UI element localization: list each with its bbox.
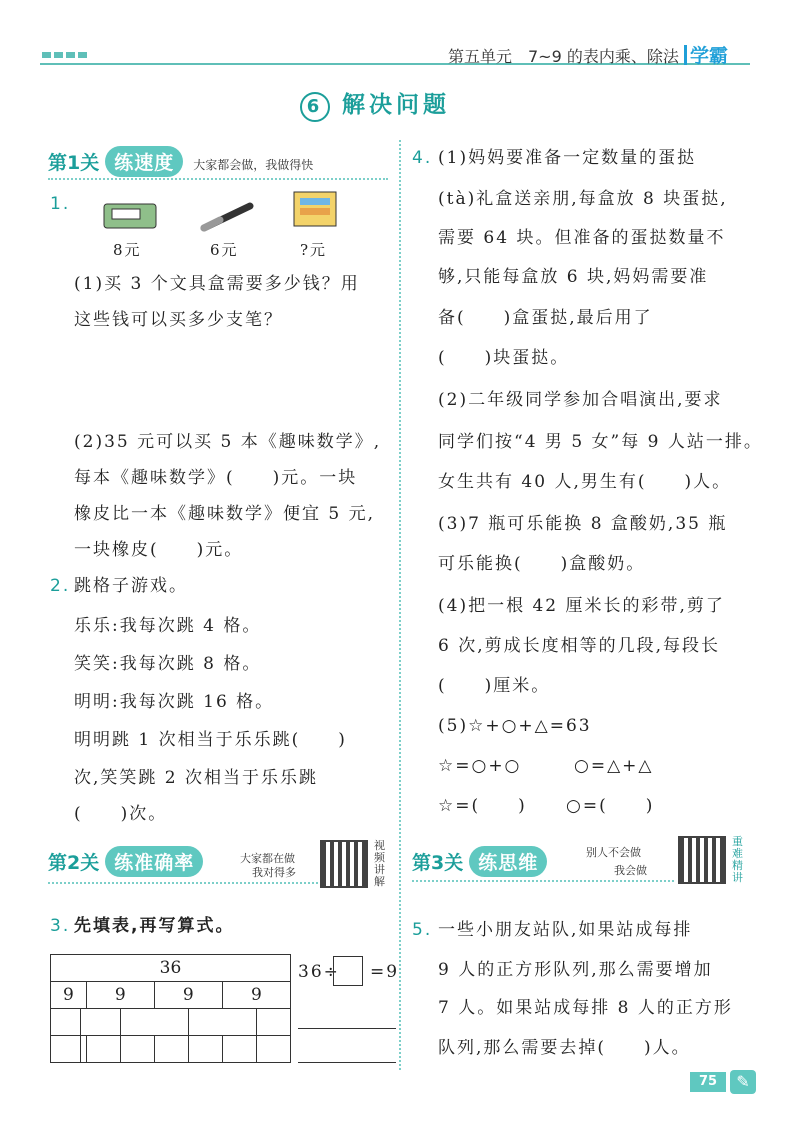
question-text: ☆=○+○ xyxy=(438,756,522,776)
section-label: 第2关 xyxy=(48,852,100,874)
fill-table xyxy=(50,954,291,1063)
section-note: 我对得多 xyxy=(252,866,296,879)
price-label: 8元 xyxy=(113,241,142,259)
header-square xyxy=(54,52,63,58)
lesson-number: 6 xyxy=(300,92,330,122)
qr-code[interactable] xyxy=(320,840,368,888)
answer-line[interactable] xyxy=(298,1062,396,1063)
table-cell: 9 xyxy=(51,982,87,1009)
question-text: (1)妈妈要准备一定数量的蛋挞 xyxy=(438,148,697,168)
question-text: 次,笑笑跳 2 次相当于乐乐跳 xyxy=(74,768,319,788)
table-cell: 9 xyxy=(154,982,222,1009)
section-rule xyxy=(412,880,674,882)
question-text: ( )次。 xyxy=(74,804,168,824)
blank-cell[interactable] xyxy=(86,1036,120,1063)
section-pill: 练思维 xyxy=(469,846,547,877)
question-text: 乐乐:我每次跳 4 格。 xyxy=(74,616,262,636)
blank-cell[interactable] xyxy=(120,1036,154,1063)
section-note: 大家都会做，我做得快 xyxy=(193,158,314,172)
equation-left: 36÷ xyxy=(298,962,340,982)
question-title: 跳格子游戏。 xyxy=(74,576,188,596)
question-text: 橡皮比一本《趣味数学》便宜 5 元, xyxy=(74,504,376,524)
question-text: 需要 64 块。但准备的蛋挞数量不 xyxy=(438,228,726,248)
section-2-header xyxy=(48,846,203,884)
qr-label: 重难精讲 xyxy=(732,835,743,884)
header-square xyxy=(78,52,87,58)
question-text: 一些小朋友站队,如果站成每排 xyxy=(438,920,693,940)
section-pill: 练准确率 xyxy=(105,846,203,877)
qr-code[interactable] xyxy=(678,836,726,884)
blank-cell[interactable] xyxy=(51,1009,81,1036)
table-total: 36 xyxy=(51,955,291,982)
question-text: (2)35 元可以买 5 本《趣味数学》, xyxy=(74,432,382,452)
blank-cell[interactable] xyxy=(222,1036,256,1063)
question-text: 队列,那么需要去掉( )人。 xyxy=(438,1038,691,1058)
blank-cell[interactable] xyxy=(188,1009,256,1036)
answer-line[interactable] xyxy=(298,1028,396,1029)
question-text: ( )块蛋挞。 xyxy=(438,348,570,368)
header-square xyxy=(42,52,51,58)
table-cell: 9 xyxy=(86,982,154,1009)
section-rule xyxy=(48,178,388,180)
blank-cell[interactable] xyxy=(256,1009,290,1036)
blank-cell[interactable] xyxy=(120,1009,188,1036)
page-title xyxy=(300,86,450,122)
column-divider xyxy=(399,140,401,1070)
question-text: 可乐能换( )盒酸奶。 xyxy=(438,554,646,574)
question-text: (3)7 瓶可乐能换 8 盒酸奶,35 瓶 xyxy=(438,514,728,534)
price-label: 6元 xyxy=(210,241,239,259)
section-pill: 练速度 xyxy=(105,146,183,177)
question-text: (2)二年级同学参加合唱演出,要求 xyxy=(438,390,723,410)
question-text: 6 次,剪成长度相等的几段,每段长 xyxy=(438,636,721,656)
question-text: (tà)礼盒送亲朋,每盒放 8 块蛋挞, xyxy=(438,189,728,209)
question-text: (1)买 3 个文具盒需要多少钱？用 xyxy=(74,274,360,294)
equation-right: =9 xyxy=(370,962,400,982)
pencil-case-icon xyxy=(100,198,160,232)
page-number: 75 xyxy=(690,1072,726,1092)
question-text: 备( )盒蛋挞,最后用了 xyxy=(438,308,653,328)
question-number: 5. xyxy=(412,920,433,940)
question-text: ☆=( ) xyxy=(438,796,527,816)
section-rule xyxy=(48,882,318,884)
question-text: 明明跳 1 次相当于乐乐跳( ) xyxy=(74,730,347,750)
question-text: (5)☆+○+△=63 xyxy=(438,716,592,736)
brand-logo: 学霸 xyxy=(690,45,729,67)
header-square xyxy=(66,52,75,58)
section-3-header xyxy=(412,846,547,884)
question-text: 同学们按“4 男 5 女”每 9 人站一排。 xyxy=(438,432,763,452)
section-note: 我会做 xyxy=(614,864,647,877)
question-number: 3. xyxy=(50,916,71,936)
question-text: 9 人的正方形队列,那么需要增加 xyxy=(438,960,713,980)
question-text: ○=( ) xyxy=(566,796,655,816)
question-text: 一块橡皮( )元。 xyxy=(74,540,244,560)
answer-box[interactable] xyxy=(333,956,363,986)
question-text: 7 人。如果站成每排 8 人的正方形 xyxy=(438,998,733,1018)
pen-icon xyxy=(200,200,256,232)
blank-cell[interactable] xyxy=(188,1036,222,1063)
price-label: ?元 xyxy=(300,241,328,259)
question-text: 每本《趣味数学》( )元。一块 xyxy=(74,468,358,488)
blank-cell[interactable] xyxy=(51,1036,81,1063)
table-cell: 9 xyxy=(222,982,290,1009)
question-text: 明明:我每次跳 16 格。 xyxy=(74,692,275,712)
question-number: 2. xyxy=(50,576,71,596)
question-text: (4)把一根 42 厘米长的彩带,剪了 xyxy=(438,596,725,616)
question-text: 女生共有 40 人,男生有( )人。 xyxy=(438,472,732,492)
question-number: 1. xyxy=(50,194,71,214)
section-note: 大家都在做 xyxy=(240,852,295,865)
pencil-icon: ✎ xyxy=(730,1070,756,1094)
blank-cell[interactable] xyxy=(154,1036,188,1063)
section-label: 第3关 xyxy=(412,852,464,874)
blank-cell[interactable] xyxy=(81,1009,121,1036)
question-text: ( )厘米。 xyxy=(438,676,551,696)
question-text: 够,只能每盒放 6 块,妈妈需要准 xyxy=(438,267,709,287)
lesson-title: 解决问题 xyxy=(342,92,450,118)
question-text: 这些钱可以买多少支笔？ xyxy=(74,310,283,330)
qr-label: 视频讲解 xyxy=(374,839,385,888)
blank-cell[interactable] xyxy=(256,1036,290,1063)
question-text: 笑笑:我每次跳 8 格。 xyxy=(74,654,262,674)
question-title: 先填表,再写算式。 xyxy=(74,916,235,936)
section-note: 别人不会做 xyxy=(586,846,641,859)
question-number: 4. xyxy=(412,148,433,168)
question-text: ○=△+△ xyxy=(574,756,654,776)
unit-heading: 第五单元 7~9 的表内乘、除法 xyxy=(448,47,679,66)
section-label: 第1关 xyxy=(48,152,100,174)
book-stack-icon xyxy=(290,186,340,232)
brand-divider xyxy=(684,45,687,65)
